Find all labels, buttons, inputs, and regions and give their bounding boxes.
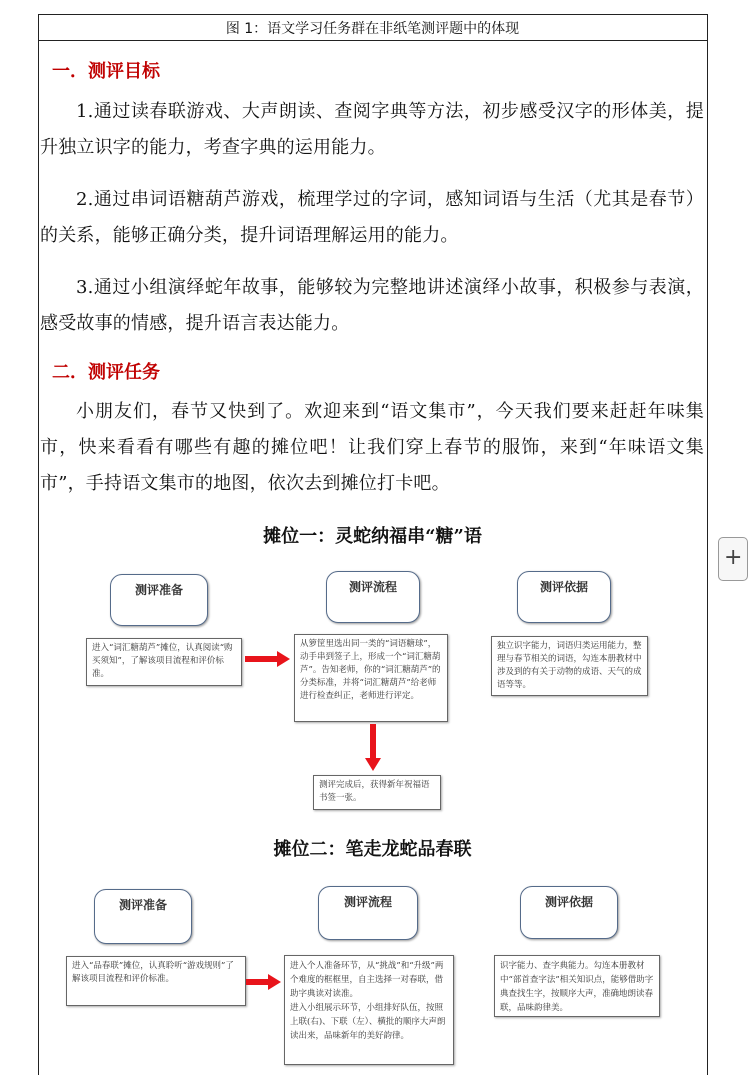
- goal-paragraph-3: 3.通过小组演绎蛇年故事，能够较为完整地讲述演绎小故事，积极参与表演，感受故事的情感，提升语言表达能力。: [40, 277, 704, 334]
- stall2-process-step2: 进入小组展示环节，小组排好队伍，按照上联(右)、下联（左）、横批的顺序大声朗读出来，品味新年的美好韵律。: [290, 1003, 446, 1041]
- goal-paragraph-2: 2.通过串词语糖葫芦游戏，梳理学过的字词，感知词语与生活（尤其是春节）的关系，能够正确分类，提升词语理解运用的能力。: [40, 189, 704, 246]
- stall2-prep-text: 进入“品春联”摊位，认真聆听“游戏规则”了解该项目流程和评价标准。: [66, 956, 246, 1006]
- stall1-prep-text: 进入“词汇糖葫芦”摊位，认真阅读“购买须知”，了解该项目流程和评价标准。: [86, 638, 242, 686]
- goal-paragraph-1: 1.通过读春联游戏、大声朗读、查阅字典等方法，初步感受汉字的形体美，提升独立识字的能力，考查字典的运用能力。: [40, 101, 704, 158]
- stall2-basis-label: 测评依据: [520, 886, 618, 939]
- stall1-down-arrow: [364, 724, 382, 772]
- stall1-prep-label: 测评准备: [110, 574, 208, 626]
- stall2-process-label: 测评流程: [318, 886, 418, 940]
- stall2-process-step1: 进入个人准备环节，从“挑战”和“升级”两个难度的框框里，自主选择一对春联，借助字典读对读准。: [290, 961, 444, 999]
- stall2-right-arrow: [246, 973, 282, 991]
- stall2-process-box: [284, 955, 454, 1065]
- stall1-title: 摊位一：灵蛇纳福串“糖”语: [263, 526, 482, 547]
- stall1-basis-label: 测评依据: [517, 571, 611, 623]
- add-comment-button[interactable]: +: [718, 537, 748, 581]
- stall1-right-arrow: [245, 650, 291, 668]
- figure-caption: 图 1：语文学习任务群在非纸笔测评题中的体现: [225, 21, 520, 37]
- section2-heading: 二．测评任务: [52, 362, 160, 383]
- section1-heading: 一．测评目标: [52, 61, 160, 82]
- stall1-process-label: 测评流程: [326, 571, 420, 623]
- stall2-title: 摊位二：笔走龙蛇品春联: [273, 839, 472, 860]
- stall1-process-text: 从箩筐里选出同一类的“词语糖球”，动手串到签子上，形成一个“词汇糖葫芦”。告知老师，你的“词汇糖葫芦”的分类标准，并将“词汇糖葫芦”给老师进行检查纠正，老师进行评定。: [294, 634, 448, 722]
- caption-divider: [38, 40, 707, 41]
- stall2-prep-label: 测评准备: [94, 889, 192, 944]
- stall2-basis-text: 识字能力、查字典能力。勾连本册教材中“部首查字法”相关知识点，能够借助字典查找生字，按顺序大声，准确地朗读春联，品味韵律美。: [494, 955, 660, 1017]
- stall1-result-text: 测评完成后，获得新年祝福语书签一张。: [313, 775, 441, 810]
- task-intro-paragraph: 小朋友们，春节又快到了。欢迎来到“语文集市”，今天我们要来赶赶年味集市，快来看看有哪些有趣的摊位吧！让我们穿上春节的服饰，来到“年味语文集市”，手持语文集市的地图，依次去到摊位打卡吧。: [40, 401, 704, 494]
- stall1-basis-text: 独立识字能力，词语归类运用能力，整理与春节相关的词语，勾连本册教材中涉及到的有关于动物的成语、天气的成语等等。: [491, 636, 648, 696]
